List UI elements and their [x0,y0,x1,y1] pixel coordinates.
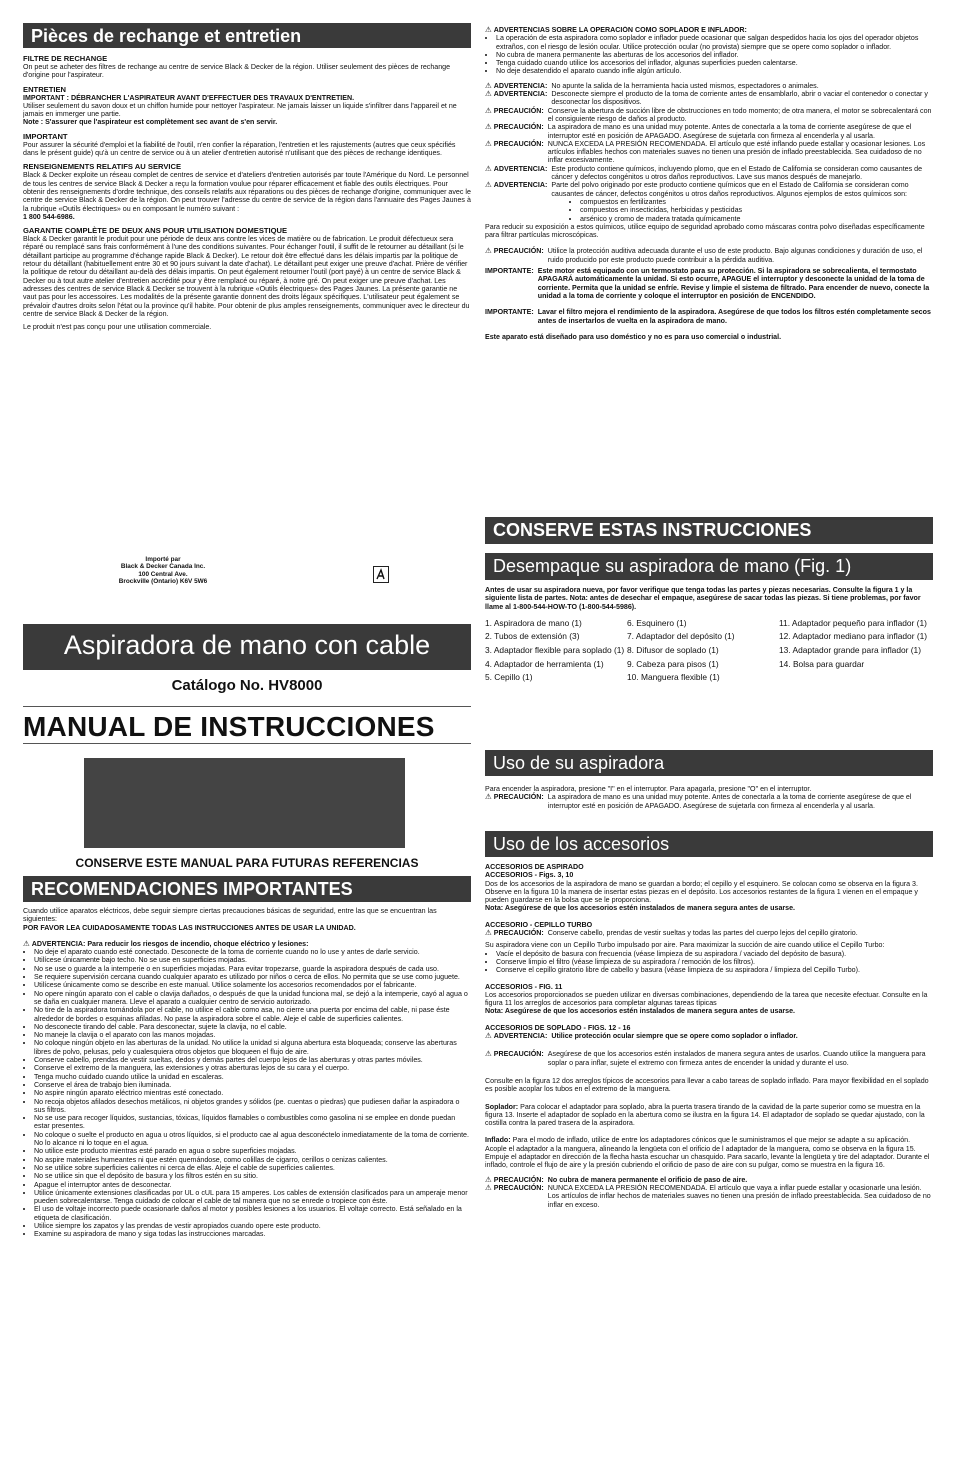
warning-triangle-icon: ⚠ [485,89,492,99]
entretien-heading: ENTRETIEN [23,84,67,94]
warning-triangle-icon: ⚠ [485,105,492,115]
safety-bullet: • Utilícese únicamente bajo techo. No se use en superficies mojadas. [34,956,471,964]
manual-title-rule-bottom [23,743,471,744]
safety-bullet: • No coloque o suelte el producto en agua u otros líquidos, si el producto cae al agua desconéctelo inmediatamente de la toma de corriente. No lo alcance ni lo toque en el agua. [34,1131,471,1148]
parts-list-item: 7. Adaptador del depósito (1) [627,631,735,642]
turbo-text: Su aspiradora viene con un Cepillo Turbo impulsado por aire. Para maximizar la succión de aire cuando utilice el Cepillo Turbo: [485,941,885,950]
warning-text: Desconecte siempre el producto de la toma de corriente antes de ensamblarlo, abrir o vaciar el contenedor o conectar y desconectar los dispositivos. [551,90,928,107]
warning-text: : Para reducir los riesgos de incendio, choque eléctrico y lesiones: [82,939,309,948]
warning-triangle-icon: ⚠ [485,1049,492,1059]
safety-bullet: • No aspire materiales humeantes ni que estén quemándose, como colillas de cigarro, cerillos o cenizas calientes. [34,1156,471,1164]
important-text: Este motor está equipado con un termostato para su protección. Si la aspiradora se sobrecalienta, el termostato APAGARÁ automáticamente la unidad. Si esto ocurre, APAGUE el interruptor y desconecte la unidad de la toma de corriente. Permita que la unidad se enfríe. Revise y limpie el sistema de filtrado. Para encender de nuevo, conecte la unidad a la toma de corriente y coloque el interruptor en posición de ENCENDIDO. [537,267,930,300]
parts-list-item: 4. Adaptador de herramienta (1) [485,658,604,669]
safety-bullet: • Examine su aspiradora de mano y siga todas las instrucciones marcadas. [34,1230,471,1238]
exposure-text: Para reducir su exposición a estos químicos, utilice equipo de seguridad aprobado como máscaras contra polvo diseñadas específicamente para filtrar partículas microscópicas. [485,222,925,240]
caution-label: PRECAUCIÓN: [493,1183,544,1192]
chemicals-list [485,198,933,223]
safety-bullet: • No se use o guarde a la intemperie o en superficies mojadas. Para evitar tropezarse, guarde la aspiradora después de cada uso. [34,965,471,973]
soplador-text: Para colocar el adaptador para soplado, abra la puerta trasera tirando de la cavidad de la parte superior como se muestra en la figura 13. Inserte el adaptador de soplado en la abertura como se ilustra en la figura 14. El adaptador de soplado se quedar ajustado, con la costilla contra la pared trasera de la aspiradora. [485,1102,925,1128]
parts-list-item: 13. Adaptador grande para inflador (1) [779,645,922,656]
importer-line: 100 Central Ave. [138,570,188,578]
soplado-warning [485,1032,933,1040]
safety-bullet: • No se use para recoger líquidos, sustancias, tóxicas, líquidos flamables o combustibles como gasolina ni se emplee en donde puedan estar presentes. [34,1114,471,1131]
importer-line: Brockville (Ontario) K6V 5W6 [118,578,208,586]
renseignements-heading: RENSEIGNEMENTS RELATIFS AU SERVICE [23,162,182,172]
recomendaciones-title: RECOMENDACIONES IMPORTANTES [31,879,353,899]
parts-list-item: 2. Tubos de extensión (3) [485,631,580,642]
chemical-item: • arsénico y cromo de madera tratada químicamente [580,215,933,223]
section-banner-desempaque [485,553,933,580]
fig11-note: Nota: Asegúrese de que los accesorios estén instalados de manera segura antes de usarse. [485,1007,796,1016]
warning-label: ADVERTENCIA: [493,164,548,173]
recomend-read: POR FAVOR LEA CUIDADOSAMENTE TODAS LAS INSTRUCCIONES ANTES DE USAR LA UNIDAD. [23,923,356,932]
caution-label: PRECAUCIÓN: [493,793,544,802]
acc-figs-heading: ACCESORIOS - Figs. 3, 10 [485,871,574,880]
safety-bullet: • No se utilice sobre superficies calientes ni cerca de ellas. Aleje el cable de superficies calientes. [34,1164,471,1172]
warning-text: Parte del polvo originado por este producto contiene químicos que en el Estado de California se consideran como causantes de cáncer, defectos congénitos u otros daños reproductivos. Algunos ejemplos de estos químicos son: [551,181,909,198]
blower-warning-heading [485,26,933,34]
important-heading: IMPORTANT [23,131,68,141]
caution-label: PRECAUCIÓN: [493,929,544,938]
important-text: Lavar el filtro mejora el rendimiento de la aspiradora. Asegúrese de que todos los filtros estén completamente secos antes de insertarlos de vuelta en la aspiradora de mano. [537,308,931,325]
parts-list-item: 1. Aspiradora de mano (1) [485,617,582,628]
blower-warning-title: ADVERTENCIAS SOBRE LA OPERACIÓN COMO SOPLADOR E INFLADOR: [493,26,747,34]
entretien-text: Utiliser seulement du savon doux et un chiffon humide pour nettoyer l'aspirateur. Ne jamais laisser un liquide s'infiltrer dans l'appareil et ne jamais en immerger une partie. [23,101,457,119]
inflado-text: Para el modo de inflado, utilice de entre los adaptadores cónicos que le suministramos el que mejor se adapte a su aplicación. Acople el adaptador a la manguera, alineando la lengüeta con el orificio de l adaptador de la manguera, como se observa en la figura 15. Empuje el adaptador en dirección de la flecha hasta escuchar un chasquido. Para sacarlo, levante la lengüeta y tire del adaptador. Durante el inflado, controle el flujo de aire y la presión cubriendo el orificio de paso de aire con su pulgar, como se muestra en la figura 16. [485,1136,930,1170]
manual-title: MANUAL DE INSTRUCCIONES [23,711,435,742]
safety-bullet: • Conserve cabello, prendas de vestir sueltas, dedos y demás partes del cuerpo lejos de las aberturas y otras partes móviles. [34,1056,471,1064]
section-banner-conserve [485,517,933,544]
renseignements-text: Black & Decker exploite un réseau complet de centres de service et d'ateliers d'entretien autorisés par toute l'Amérique du Nord. Le personnel de tous les centres de service Black & Decker a reçu la formation voulue pour réparer efficacement et fiable des outils électriques. Pour obtenir des renseignements d'ordre technique, des conseils relatifs aux réparations ou des pièces de rechange d'origine, communiquer avec le centre de service Black & Decker de la région. On peut trouver l'adresse du centre de service de la région dans l'annuaire des Pages Jaunes à la rubrique «Outils électriques» ou en composant le numéro suivant : [23,171,471,213]
safety-bullet: • No tire de la aspiradora tomándola por el cable, no utilice el cable como asa, no cierre una puerta por encima del cable, ni pase éste alrededor de bordes o esquinas afiladas. No pase la aspiradora sobre el cable. Aleje el cable de superficies calientes. [34,1006,471,1023]
warning-block [485,123,933,140]
caution-text: NUNCA EXCEDA LA PRESIÓN RECOMENDADA. El artículo que vaya a inflar puede estallar y ocasionarle una lesión. Los artículos de inflar hechos de materiales suaves no tienen una presión de inflado preestablecida. Sea cuidadoso de no inflar en exceso. [547,1183,931,1209]
warning-label: PRECAUCIÓN: [493,139,544,148]
warning-text: La aspiradora de mano es una unidad muy potente. Antes de conectarla a la toma de corriente asegúrese de que el interruptor esté en posición de APAGADO. Asegúrese de sujetarla con firmeza al encenderla y al usarla. [547,123,912,140]
recomend-intro: Cuando utilice aparatos eléctricos, debe seguir siempre ciertas precauciones básicas de seguridad, entre las que se encuentran las siguientes: [23,907,437,924]
blower-warnings-body [485,26,933,508]
warning-triangle-icon: ⚠ [485,1174,492,1184]
warning-text: Este producto contiene químicos, incluyendo plomo, que en el Estado de California se consideran como causantes de cáncer y defectos congénitos u otros daños reproductivos. Lave sus manos después de manejarlo. [551,164,923,182]
soplador-label: Soplador: [485,1102,519,1111]
entretien-important: IMPORTANT : DÉBRANCHER L'ASPIRATEUR AVANT D'EFFECTUER DES TRAVAUX D'ENTRETIEN. [23,93,355,102]
safety-bullet: • No desconecte tirando del cable. Para desconectar, sujete la clavija, no el cable. [34,1023,471,1031]
right-column [485,0,933,1475]
safety-bullet: • No coloque ningún objeto en las aberturas de la unidad. No utilice la unidad si alguna abertura esta bloqueada; conserve las aberturas libres de polvo, pelusas, pelo y cualesquiera otros objetos que bloqueen el flujo de aire. [34,1039,471,1056]
recycle-logo-icon [373,566,389,583]
caution-label: PRECAUCIÓN: [493,1175,544,1184]
importer-line: Black & Decker Canada Inc. [120,563,206,571]
warning-block-list [485,82,933,198]
warning-label: ADVERTENCIA [31,939,83,948]
warning-label: PRECAUCIÓN: [493,123,544,132]
uso-caution [485,793,933,810]
filtre-heading: FILTRE DE RECHANGE [23,54,108,63]
warning-triangle-icon: ⚠ [485,246,492,256]
important-label: IMPORTANTE: [485,267,534,276]
domestic-use-note: Este aparato está diseñado para uso doméstico y no es para uso comercial o industrial. [485,332,782,341]
safety-bullet: • No aspire ningún aparato eléctrico mientras esté conectado. [34,1089,471,1097]
caution-text: Utilice la protección auditiva adecuada durante el uso de este producto. Bajo algunas condiciones y duración de uso, el ruido producido por este producto puede contribuir a la pérdida auditiva. [547,247,923,264]
warning-triangle-icon: ⚠ [485,26,492,34]
filter-important [485,308,933,325]
safety-bullet: • No maneje la clavija o el aparato con las manos mojadas. [34,1031,471,1039]
warning-text: Utilice protección ocular siempre que se opere como soplador o inflador. [551,1032,798,1041]
safety-bullet: • No se utilice sin que el depósito de basura y los filtros estén en su sitio. [34,1172,471,1180]
recomendaciones-body [23,907,471,1473]
parts-list-item: 3. Adaptador flexible para soplado (1) [485,645,625,656]
uso-title: Uso de su aspiradora [493,753,665,773]
uso-text: Para encender la aspiradora, presione "I" en el interruptor. Para apagarla, presione "O" en el interruptor. [485,785,812,793]
blower-bullet: • La operación de esta aspiradora como soplador e inflador puede ocasionar que salgan despedidos hacia los ojos del operador objetos extraños, con el riesgo de lesión ocular. Utilice protección ocular (no provista) siempre que se opere como soplador o inflador. [496,34,933,51]
section-banner-pieces [23,23,471,48]
soplado-heading: ACCESORIOS DE SOPLADO - FIGS. 12 - 16 [485,1023,631,1032]
safety-bullet: • No opere ningún aparato con el cable o clavija dañados, o después de que la unidad funciona mal, se dejó a la intemperie, cayó al agua o se daña en cualquier manera. Lleve el aparato a cualquier centro de servicio autorizado. [34,990,471,1007]
safety-bullet: • No utilice este producto mientras esté parado en agua o sobre superficies mojadas. [34,1147,471,1155]
turbo-heading: ACCESORIO - CEPILLO TURBO [485,920,593,929]
section-banner-recomendaciones [23,876,471,902]
blower-bullet: • No cubra de manera permanente las aberturas de los accesorios del inflador. [496,51,933,59]
parts-list-item: 5. Cepillo (1) [485,672,533,683]
safety-bullet: • Utilice únicamente extensiones clasificadas por UL o cUL para 15 amperes. Los cables de extensión clasificados para un amperaje menor pueden sobrecalentarse. Tenga cuidado de colocar el cable de tal manera que no se enrede o tropiece con éste. [34,1189,471,1206]
conserve-manual-note: CONSERVE ESTE MANUAL PARA FUTURAS REFERENCIAS [75,856,419,870]
warning-block [485,82,933,90]
warning-triangle-icon: ⚠ [485,1182,492,1192]
blower-warning-list [485,34,933,75]
importer-block [63,556,263,586]
service-phone: 1 800 544-6986. [23,212,75,221]
final-caution-1 [485,1176,933,1184]
safety-bullet: • Conserve el extremo de la manguera, las extensiones y otras aberturas lejos de su cara y el cuerpo. [34,1064,471,1072]
warning-triangle-icon: ⚠ [485,792,492,802]
garantie-text: Black & Decker garantit le produit pour une période de deux ans contre les vices de matière ou de fabrication. Le produit défectueux sera réparé ou remplacé sans frais conformément à l'une des conditions suivantes. Pour échanger l'outil, il suffit de le retourner au détaillant (si le détaillant participe au programme d'échange rapide Black & Decker). Le retour doit être effectué dans les délais impartis par la politique de retour du détaillant (habituellement entre 30 et 90 jours suivant la date d'achat). Le détaillant peut exiger une preuve d'achat. Prière de vérifier la politique de retour du détaillant au-delà des délais impartis. On peut également retourner l'outil (port payé) à un centre de service Black & Decker ou à tout autre atelier d'entretien accrédité pour y être remplacé ou réparé, à notre gré. On peut exiger une preuve d'achat. Les adresses des centres de service Black & Decker se trouvent à la rubrique «Outils électriques» des Pages Jaunes. La présente garantie ne vaut pas pour les accessoires. Les modalités de la présente garantie donnent des droits légaux spécifiques. L'utilisateur peut également se prévaloir d'autres droits selon l'état ou la province qu'il habite. Pour obtenir de plus amples renseignements, communiquer avec le directeur du centre de service Black & Decker de la région. [23,235,470,318]
warning-text: Conserve la abertura de succión libre de obstrucciones en todo momento; de otra manera, el motor se sobrecalentará con el consiguiente riesgo de daños al producto. [547,106,932,123]
parts-list [485,619,933,683]
desempaque-body [485,586,933,742]
caution-text: Conserve cabello, prendas de vestir sueltas y todas las partes del cuerpo lejos del cepillo giratorio. [547,929,858,938]
caution-label: PRECAUCIÓN: [493,247,544,256]
parts-list-item: 11. Adaptador pequeño para inflador (1) [779,617,927,628]
warning-label: PRECAUCIÓN: [493,106,544,115]
cover-image-placeholder [84,758,405,848]
section-title: Pièces de rechange et entretien [31,26,302,46]
warning-label: ADVERTENCIA: [493,1032,548,1041]
warning-block [485,90,933,107]
chemical-item: • compuestos en fertilizantes [580,198,933,206]
important-label: IMPORTANTE: [485,308,534,317]
safety-bullet: • Utilícese únicamente como se describe en este manual. Utilice solamente los accesorios recomendados por el fabricante. [34,981,471,989]
manual-title-rule-top [23,706,471,707]
safety-bullet-list [23,948,471,1238]
safety-bullet: • Tenga mucho cuidado cuando utilice la unidad en escaleras. [34,1073,471,1081]
garantie-heading: GARANTIE COMPLÈTE DE DEUX ANS POUR UTILISATION DOMESTIQUE [23,226,288,236]
warning-label: ADVERTENCIA: [493,181,548,190]
parts-list-item: 12. Adaptador mediano para inflador (1) [779,631,928,642]
thermostat-important [485,267,933,300]
blower-bullet: • Tenga cuidado cuando utilice los accesorios del inflador, algunas superficies pueden calentarse. [496,59,933,67]
catalog-number: Catálogo No. HV8000 [171,677,323,694]
commercial-note: Le produit n'est pas conçu pour une utilisation commerciale. [23,323,212,332]
filtre-text: On peut se acheter des filtres de rechange au centre de service Black & Decker de la région. Utiliser seulement des pièces de rechange d'origine pour l'aspirateur. [23,63,451,80]
warning-block [485,107,933,124]
fig11-text: Los accesorios proporcionados se pueden utilizar en diversas combinaciones, dependiendo de la tarea que necesite efectuar. Consulte en la figura 11 los arreglos de accesorios para completar algunas tareas típicas [485,990,928,1008]
turbo-bullet: • Conserve el cepillo giratorio libre de cabello y basura (véase limpieza de su aspiradora / limpieza del Cepillo Turbo). [496,966,933,974]
section-banner-uso [485,750,933,776]
section-banner-accesorios [485,831,933,857]
left-column [23,0,471,1475]
warning-triangle-icon: ⚠ [485,138,492,148]
warning-label: ADVERTENCIA: [493,81,548,90]
safety-bullet: • El uso de voltaje incorrecto puede ocasionarle daños al motor y posibles lesiones a los usuarios. El voltaje correcto. Está señalado en la etiqueta de clasificación. [34,1205,471,1222]
warning-text: No apunte la salida de la herramienta hacia usted mismos, espectadores o animales. [551,81,819,90]
blower-bullet: • No deje desatendido el aparato cuando infle algún artículo. [496,67,933,75]
inflado-label: Inflado: [485,1136,511,1145]
entretien-note: Note : S'assurer que l'aspirateur est complètement sec avant de s'en servir. [23,118,278,127]
safety-bullet: • Se requiere supervisión cercana cuando cualquier aparato es utilizado por niños o cerca de ellos. No permita que se use como juguete. [34,973,471,981]
main-warning [23,940,471,948]
inflado-paragraph [485,1136,933,1169]
final-caution-2 [485,1184,933,1209]
acc-figs-text: Dos de los accesorios de la aspiradora de mano se guardan a bordo; el cepillo y el esquinero. Se colocan como se observa en la figura 3. Observe en la figura 10 la manera de insertar estas piezas en el depósito. Los accesorios restantes de la figura 1 vienen en el empaque y pueden guardarse en la bolsa que se le proporciona. [485,879,918,905]
parts-list-item [779,673,929,683]
fig11-heading: ACCESORIOS - FIG. 11 [485,982,563,991]
caution-label: PRECAUCIÓN: [493,1050,544,1059]
parts-list-item: 10. Manguera flexible (1) [627,672,720,683]
accesorios-title: Uso de los accesorios [493,834,670,854]
product-title-banner [23,624,471,670]
importer-line: Importé par [145,556,181,563]
turbo-bullet: • Conserve limpio el filtro (véase limpieza de su aspiradora / remoción de los filtros). [496,958,933,966]
safety-bullet: • No deje el aparato cuando esté conectado. Desconecte de la toma de corriente cuando no lo use y antes de darle servicio. [34,948,471,956]
warning-triangle-icon: ⚠ [485,928,492,938]
warning-triangle-icon: ⚠ [485,180,492,190]
caution-text: La aspiradora de mano es una unidad muy potente. Antes de conectarla a la toma de corriente asegúrese de que el interruptor esté en posición de APAGADO. Asegúrese de sujetarla con firmeza al encenderla y al usarla. [547,793,912,810]
parts-list-item: 9. Cabeza para pisos (1) [627,658,719,669]
caution-text: Asegúrese de que los accesorios estén instalados de manera segura antes de usarlos. Cuando utilice la manguera para soplar o para inflar, sujete el extremo con firmeza antes de encender la unidad y durante el uso. [547,1050,926,1067]
safety-bullet: • Conserve el área de trabajo bien iluminada. [34,1081,471,1089]
chemical-item: • compuestos en insecticidas, herbicidas y pesticidas [580,206,933,214]
warning-text: NUNCA EXCEDA LA PRESIÓN RECOMENDADA. El artículo que esté inflando puede estallar y ocasionar lesiones. Los artículos inflables hechos con materiales suaves no tienen una presión de inflado preestablecida. Sea cuidadoso de no inflar excesivamente. [547,139,926,165]
turbo-bullet: • Vacíe el depósito de basura con frecuencia (véase limpieza de su aspiradora / vaciado del depósito de basura). [496,950,933,958]
pieces-section-body [23,54,471,542]
soplador-paragraph [485,1103,933,1128]
soplado-caution [485,1050,933,1067]
warning-label: ADVERTENCIA: [493,90,548,99]
unpack-text: Antes de usar su aspiradora nueva, por favor verifique que tenga todas las partes y piezas necesarias. Consulte la figura 1 y la siguiente lista de partes. Nota: antes de desechar el empaque, asegúrese de sacar todas las piezas. Si tiene problemas, por favor llame al 1-800-544-HOW-TO (1-800-544-5986). [485,586,921,611]
warning-triangle-icon: ⚠ [485,122,492,132]
safety-bullet: • Apague el interruptor antes de desconectar. [34,1181,471,1189]
warning-block [485,165,933,182]
uso-body [485,785,933,825]
acc-aspirado-heading: ACCESORIOS DE ASPIRADO [485,863,584,871]
warning-block [485,181,933,198]
important-text: Pour assurer la sécurité d'emploi et la fiabilité de l'outil, n'en confier la réparation, l'entretien et les rajustements (autres que ceux spécifiés dans le présent guide) qu'à un centre de service ou à un atelier d'entretien autorisé n'utilisant que des pièces de rechange identiques. [23,140,456,158]
warning-triangle-icon: ⚠ [485,1031,492,1041]
acc-note: Nota: Asegúrese de que los accesorios estén instalados de manera segura antes de usarse. [485,904,796,913]
safety-bullet: • Utilice siempre los zapatos y las prendas de vestir apropiados cuando opere este producto. [34,1222,471,1230]
safety-bullet: • No recoja objetos afilados desechos metálicos, ni objetos grandes y sólidos (pe. cuentas o piedras) que pudiesen dañar la aspiradora o sus filtros. [34,1098,471,1115]
warning-triangle-icon: ⚠ [23,938,30,948]
warning-triangle-icon: ⚠ [485,80,492,90]
turbo-bullet-list [485,950,933,975]
desempaque-title: Desempaque su aspiradora de mano (Fig. 1) [493,556,852,576]
parts-list-item: 6. Esquinero (1) [627,617,687,628]
accesorios-body [485,863,933,1473]
product-title: Aspiradora de mano con cable [63,630,431,660]
conserve-title: CONSERVE ESTAS INSTRUCCIONES [493,520,812,540]
parts-list-item: 8. Difusor de soplado (1) [627,645,719,656]
parts-list-item: 14. Bolsa para guardar [779,658,865,669]
warning-block [485,140,933,165]
warning-triangle-icon: ⚠ [485,163,492,173]
hearing-caution [485,247,933,264]
caution-text: No cubra de manera permanente el orificio de paso de aire. [547,1175,748,1184]
fig12-text: Consulte en la figura 12 dos arreglos típicos de accesorios para llevar a cabo tareas de soplado inflado. Para mayor flexibilidad en el soplado es posible acoplar los tubos en el extremo de la manguera. [485,1076,929,1094]
turbo-caution [485,929,933,937]
